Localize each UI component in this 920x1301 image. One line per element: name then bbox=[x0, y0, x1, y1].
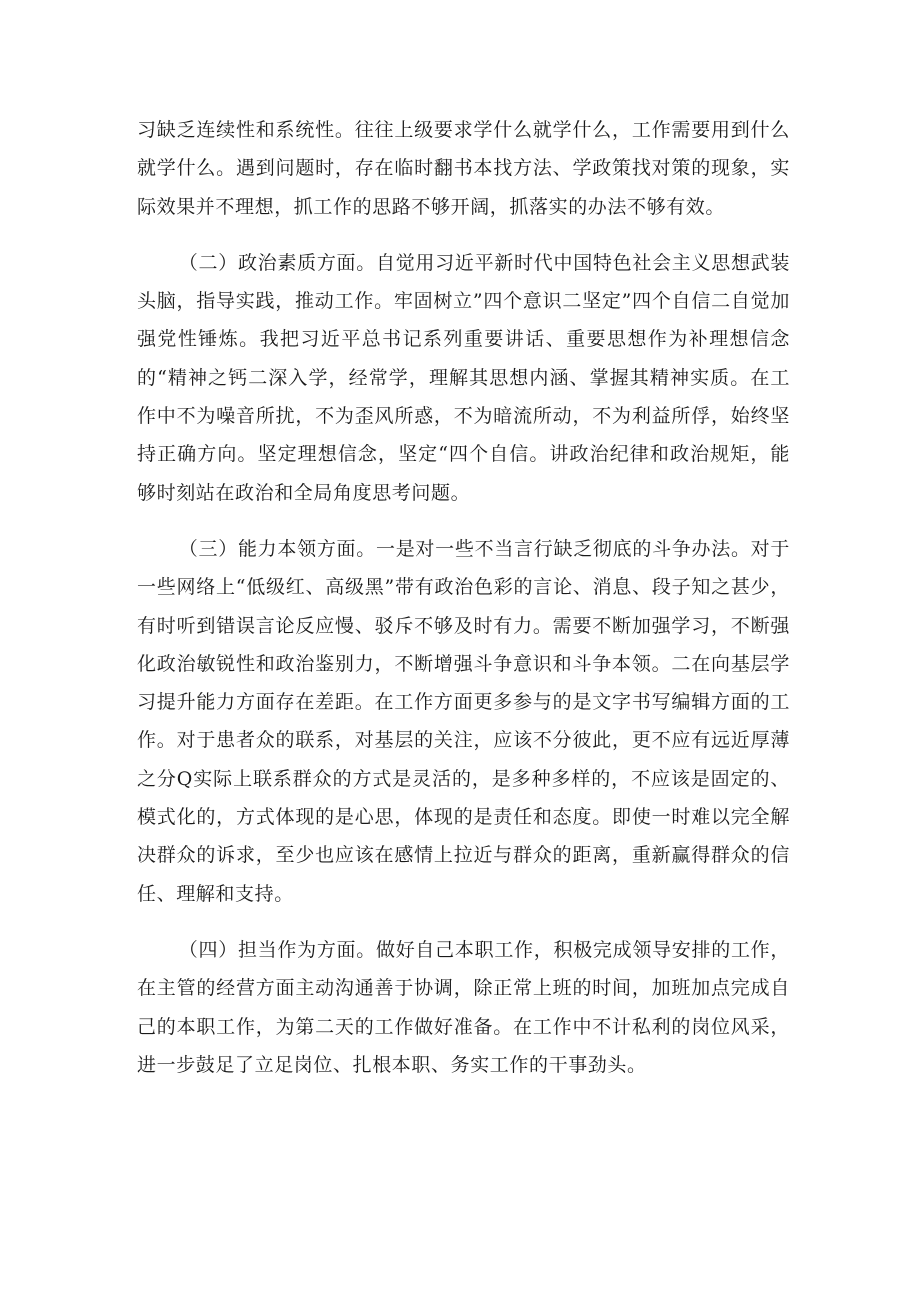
paragraph-responsibility: （四）担当作为方面。做好自己本职工作，积极完成领导安排的工作，在主管的经营方面主动沟通善于协调，除正常上班的时间，加班加点完成自己的本职工作，为第二天的工作做好准备。在工作中不计私利的岗位风采，进一步鼓足了立足岗位、扎根本职、务实工作的干事劲头。 bbox=[137, 938, 790, 1076]
paragraph-continuation: 习缺乏连续性和系统性。往往上级要求学什么就学什么，工作需要用到什么就学什么。遇到问题时，存在临时翻书本找方法、学政策找对策的现象，实际效果并不理想，抓工作的思路不够开阔，抓落实的办法不够有效。 bbox=[137, 119, 790, 218]
document-body bbox=[137, 111, 790, 1102]
paragraph-ability: （三）能力本领方面。一是对一些不当言行缺乏彻底的斗争办法。对于一些网络上“低级红、高级黑”带有政治色彩的言论、消息、段子知之甚少，有时听到错误言论反应慢、驳斥不够及时有力。需要不断加强学习，不断强化政治敏锐性和政治鉴别力，不断增强斗争意识和斗争本领。二在向基层学习提升能力方面存在差距。在工作方面更多参与的是文字书写编辑方面的工作。对于患者众的联系，对基层的关注，应该不分彼此，更不应有远近厚薄之分Q实际上联系群众的方式是灵活的，是多种多样的，不应该是固定的、模式化的，方式体现的是心思，体现的是责任和态度。即使一时难以完全解决群众的诉求，至少也应该在感情上拉近与群众的距离，重新赢得群众的信任、理解和支持。 bbox=[137, 537, 790, 905]
paragraph-political-quality: （二）政治素质方面。自觉用习近平新时代中国特色社会主义思想武装头脑，指导实践，推动工作。牢固树立”四个意识二坚定”四个自信二自觉加强党性锤炼。我把习近平总书记系列重要讲话、重要思想作为补理想信念的“精神之钙二深入学，经常学，理解其思想内涵、掌握其精神实质。在工作中不为噪音所扰，不为歪风所惑，不为暗流所动，不为利益所俘，始终坚持正确方向。坚定理想信念，坚定“四个自信。讲政治纪律和政治规矩，能够时刻站在政治和全局角度思考问题。 bbox=[137, 251, 790, 504]
